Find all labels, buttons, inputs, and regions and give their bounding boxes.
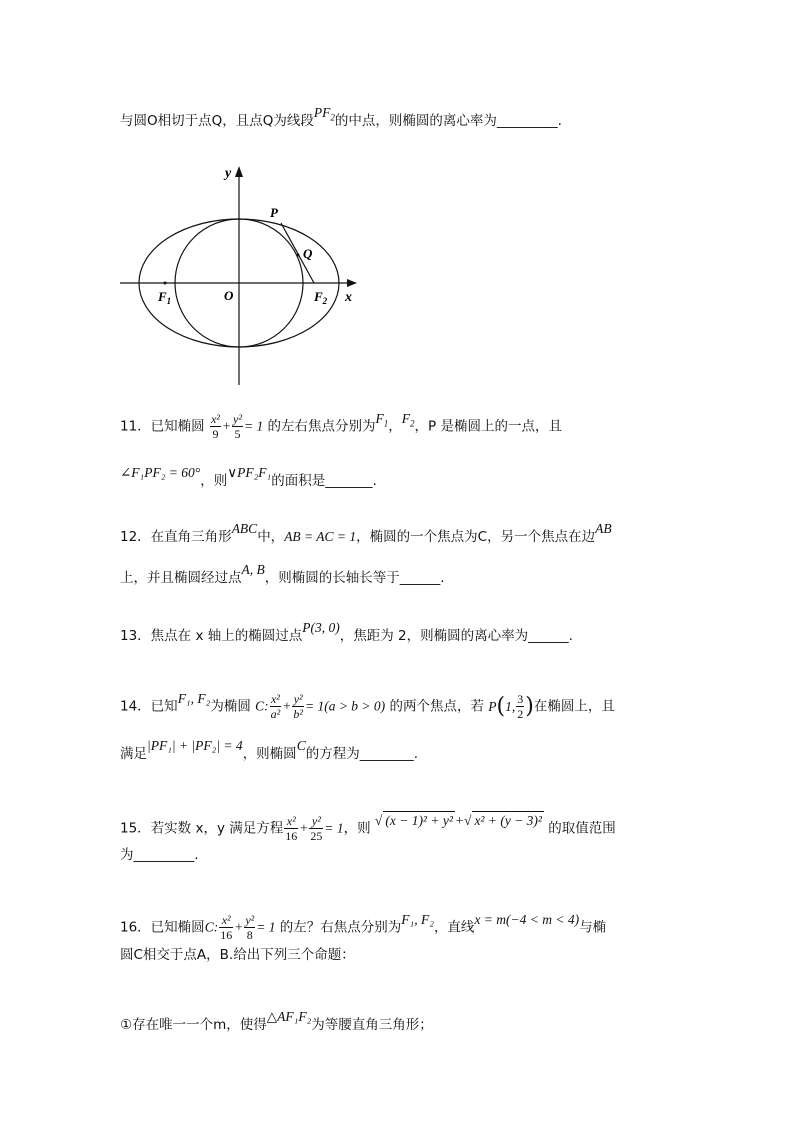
q14-point: P(1, $\frac{3}{2}$ ) bbox=[488, 692, 534, 721]
q12-points: A, B bbox=[241, 562, 265, 577]
x-axis-arrow bbox=[347, 279, 357, 287]
q13-point: P(3, 0) bbox=[302, 620, 340, 635]
q-label: Q bbox=[303, 246, 313, 261]
q10-line bbox=[120, 105, 562, 135]
q14-line-1: 14．已知F₁, F₂为椭圆 C: $\frac{\text{x²}}{\text{a²}}$ + $\frac{\text{y²}}{\text{b²}}$ = 1(a > b > 0) 的两个焦点，若 P(1, $\frac{3}{2}$ )在椭圆上，且 bbox=[120, 690, 615, 721]
q15-root-2: √ x² + (y − 3)² bbox=[464, 812, 542, 828]
q16-item-1: ①存在唯一一个m，使得△AF₁F₂为等腰直角三角形； bbox=[120, 1009, 433, 1033]
q11-blank: _______. bbox=[325, 473, 377, 489]
q15-blank: _________. bbox=[133, 847, 199, 863]
q14-sum: |PF₁| + |PF₂| = 4 bbox=[147, 738, 243, 753]
q15-root-1: √ (x − 1)² + y² bbox=[374, 812, 453, 828]
q15-frac-y: $\frac{\text{y²}}{25}$ bbox=[310, 814, 323, 843]
q10-text-a: 与圆O相切于点Q，且点Q为线段 bbox=[120, 113, 314, 129]
q15-frac-x: $\frac{\text{x²}}{16}$ bbox=[285, 814, 298, 843]
point-f1 bbox=[164, 282, 167, 285]
q11-line-2: ∠F₁PF₂ = 60°，则∨PF₂F₁的面积是_______. bbox=[120, 465, 377, 489]
q10-segment: $PF_2$ bbox=[313, 105, 335, 123]
q12-equation: AB = AC = 1 bbox=[284, 529, 357, 544]
q11-number: 11．已知椭圆 bbox=[120, 418, 205, 435]
f1-label: $F_1$ bbox=[158, 289, 172, 306]
q15-line-2: 为_________. bbox=[120, 847, 199, 863]
q16-frac-y: $\frac{\text{y²}}{8}$ bbox=[245, 913, 255, 942]
y-axis-arrow bbox=[235, 166, 243, 177]
y-label: y bbox=[225, 166, 232, 181]
q16-line-eq: x = m(−4 < m < 4) bbox=[474, 911, 580, 927]
x-label: x bbox=[345, 290, 352, 305]
q15-line-1: 15．若实数 x，y 满足方程 $\frac{\text{x²}}{16}$ + $\frac{\text{y²}}{25}$ = 1，则 √ (x − 1)² + y² +√ x² + (y − 3)² 的取值范围 bbox=[120, 812, 616, 843]
q11-f2: $F_2$ bbox=[401, 410, 415, 429]
f2-label: $F_2$ bbox=[314, 289, 328, 306]
q13-blank: ______. bbox=[528, 628, 573, 644]
point-q bbox=[297, 254, 300, 257]
p-label: P bbox=[270, 205, 278, 220]
q11-frac-y: $\frac{\text{y²}}{5}$ bbox=[233, 412, 242, 441]
q14-frac-x: $\frac{\text{x²}}{\text{a²}}$ bbox=[270, 692, 281, 721]
q10-text-b: 的中点，则椭圆的离心率为 bbox=[334, 113, 497, 129]
q11-text-b: ，P 是椭圆上的一点，且 bbox=[414, 418, 562, 435]
q11-f1: $F_1$ bbox=[375, 410, 389, 429]
q10-blank: _________. bbox=[496, 113, 562, 129]
q16-foci: F₁, F₂ bbox=[401, 911, 434, 927]
o-label: O bbox=[224, 288, 234, 303]
q14-line-2: 满足|PF₁| + |PF₂| = 4，则椭圆C的方程为________. bbox=[120, 738, 418, 762]
q11-line-1: 11．已知椭圆 $\frac{\text{x²}}{9}$ + $\frac{\text{y²}}{5}$ = 1 的左右焦点分别为$F_1$，$F_2$，P 是椭圆上的一点，且 bbox=[120, 410, 562, 441]
q14-frac-y: $\frac{\text{y²}}{\text{b²}}$ bbox=[293, 692, 303, 721]
q11-frac-x: $\frac{\text{x²}}{9}$ bbox=[210, 412, 220, 441]
q11-triangle: ∨PF₂F₁ bbox=[227, 465, 272, 480]
q16-triangle: △AF₁F₂ bbox=[266, 1009, 312, 1024]
q16-line-2: 圆C相交于点A，B.给出下列三个命题： bbox=[120, 947, 355, 963]
q11-angle: ∠F₁PF₂ = 60° bbox=[120, 465, 201, 480]
q11-text-a: 的左右焦点分别为 bbox=[267, 418, 376, 435]
q13-line: 13．焦点在 x 轴上的椭圆过点P(3, 0)，焦距为 2，则椭圆的离心率为______. bbox=[120, 620, 573, 644]
q12-ab: AB bbox=[595, 521, 612, 536]
q12-line-2: 上，并且椭圆经过点A, B，则椭圆的长轴长等于______. bbox=[120, 562, 445, 586]
q12-line-1: 12．在直角三角形ABC中，AB = AC = 1，椭圆的一个焦点为C，另一个焦点在边AB bbox=[120, 521, 612, 545]
q16-line-1: 16．已知椭圆C: $\frac{\text{x²}}{16}$ + $\frac{\text{y²}}{8}$ = 1 的左？右焦点分别为F₁, F₂，直线x = m(−4 < m < 4)与椭 bbox=[120, 911, 607, 942]
q12-blank: ______. bbox=[399, 570, 445, 586]
q12-abc: ABC bbox=[231, 521, 258, 536]
ellipse-circle-figure bbox=[115, 160, 375, 385]
q16-frac-x: $\frac{\text{x²}}{16}$ bbox=[220, 913, 233, 942]
q14-foci: F₁, F₂ bbox=[177, 690, 211, 706]
q14-blank: ________. bbox=[359, 746, 418, 762]
